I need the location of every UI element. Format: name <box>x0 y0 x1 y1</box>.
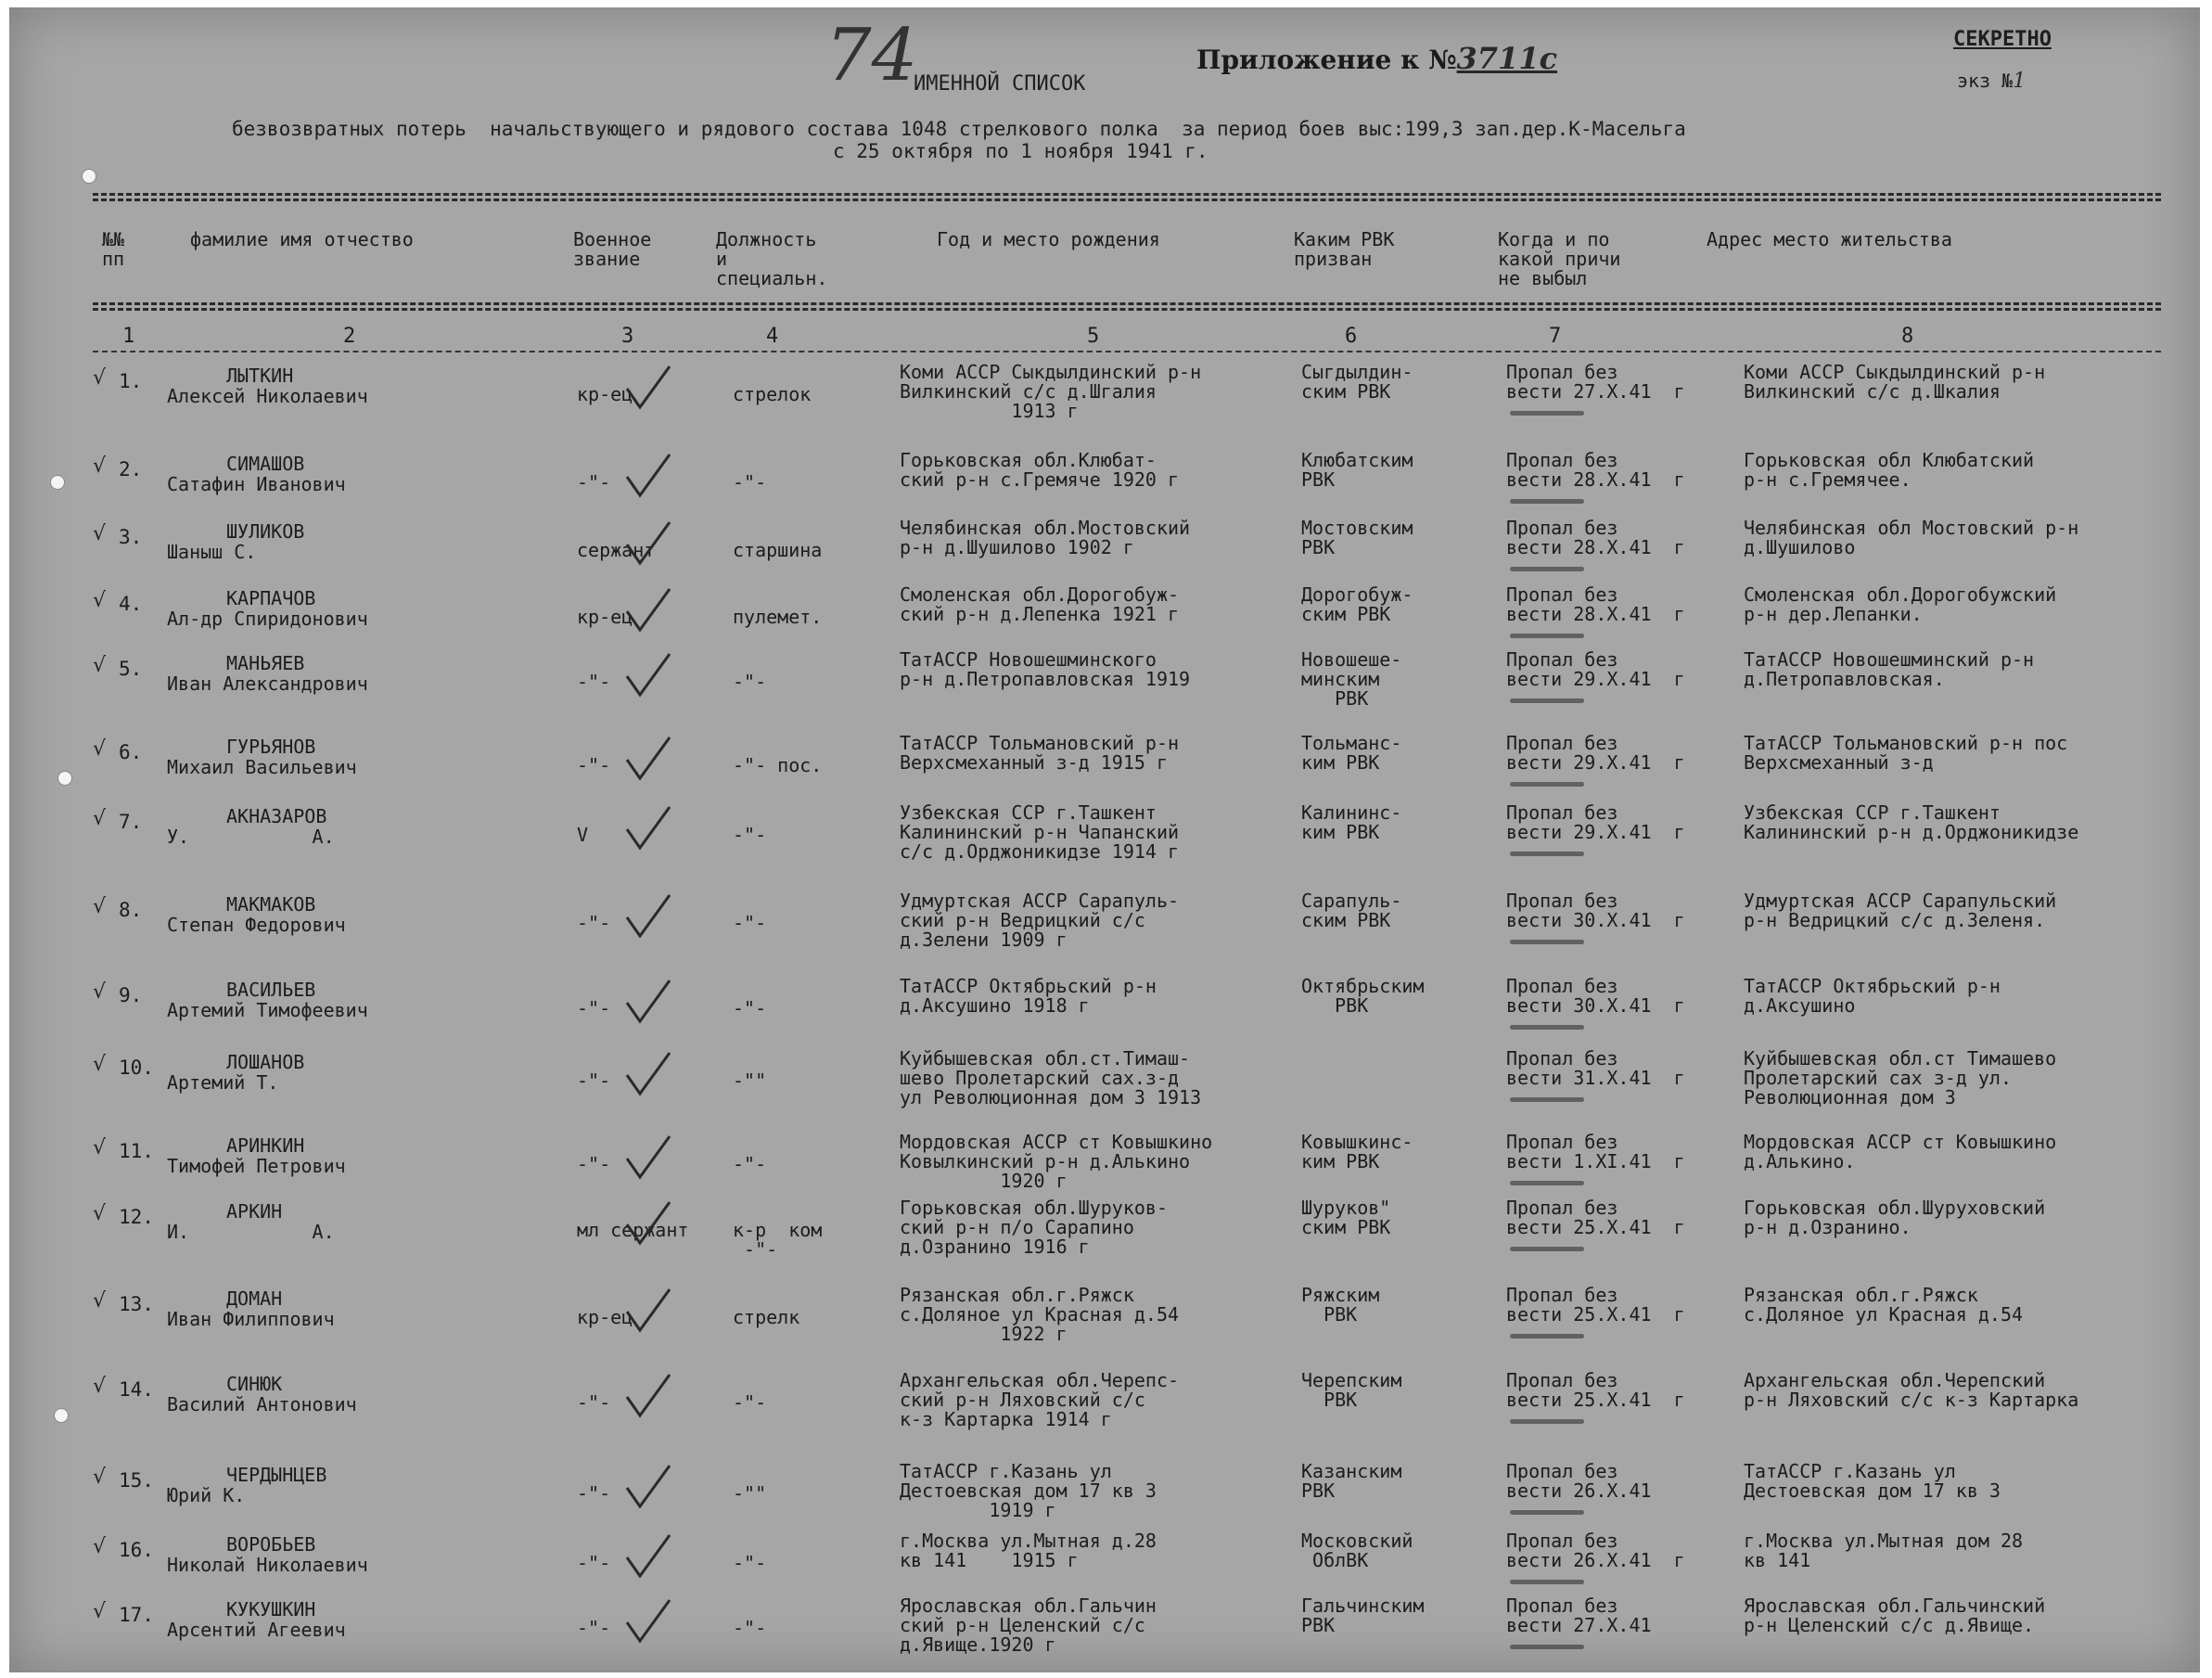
pencil-strike-icon <box>621 890 677 945</box>
pencil-strike-icon <box>621 1369 677 1425</box>
given-name: И. А. <box>167 1221 335 1243</box>
military-rank: -"- <box>577 671 611 693</box>
row-number: 3. <box>119 526 143 548</box>
military-rank: V <box>577 824 589 846</box>
surname: ВОРОБЬЕВ <box>226 1533 316 1556</box>
draft-office: Черепским РВК <box>1301 1369 1402 1411</box>
position: -"- <box>733 671 767 693</box>
pencil-strike-icon <box>621 1595 677 1650</box>
secret-stamp: СЕКРЕТНО <box>1953 28 2052 51</box>
pencil-underline <box>1510 1025 1584 1030</box>
loss-date-reason: Пропал без вести 28.Х.41 г <box>1506 583 1685 625</box>
surname: ЛОШАНОВ <box>226 1051 305 1073</box>
list-title: ИМЕННОЙ СПИСОК <box>914 72 1086 96</box>
draft-office: Шуруков" ским РВК <box>1301 1197 1391 1238</box>
surname: КАРПАЧОВ <box>226 587 316 609</box>
surname: АРКИН <box>226 1200 283 1223</box>
surname: МАНЬЯЕВ <box>226 652 305 674</box>
pencil-underline <box>1510 567 1584 571</box>
surname: МАКМАКОВ <box>226 893 316 916</box>
pencil-strike-icon <box>621 801 677 857</box>
punch-hole <box>82 169 96 184</box>
pencil-strike-icon <box>621 1197 677 1252</box>
check-mark-icon: √ <box>93 895 107 918</box>
column-header-6: Каким РВК призван <box>1294 228 1395 270</box>
loss-date-reason: Пропал без вести 25.Х.41 г <box>1506 1284 1685 1326</box>
loss-date-reason: Пропал без вести 28.Х.41 г <box>1506 517 1685 558</box>
birth-place-year: Горьковская обл.Клюбат- ский р-н с.Гремяче 1920 г <box>900 449 1180 491</box>
pencil-underline <box>1510 698 1584 703</box>
position: -"- <box>733 824 767 846</box>
loss-date-reason: Пропал без вести 1.ХI.41 г <box>1506 1131 1685 1172</box>
row-number: 8. <box>119 899 143 921</box>
pencil-strike-icon <box>621 648 677 704</box>
pencil-underline <box>1510 1181 1584 1185</box>
given-name: У. А. <box>167 826 335 848</box>
home-address: Архангельская обл.Черепский р-н Ляховский с/с к-з Картарка <box>1744 1369 2079 1411</box>
column-index-5: 5 <box>1087 325 1100 348</box>
home-address: Ярославская обл.Гальчинский р-н Целенский с/с д.Явище. <box>1744 1595 2046 1636</box>
loss-date-reason: Пропал без вести 30.Х.41 г <box>1506 975 1685 1017</box>
home-address: ТатАССР Новошешминский р-н д.Петропавловская. <box>1744 648 2035 690</box>
pencil-strike-icon <box>621 583 677 639</box>
given-name: Иван Александрович <box>167 672 368 695</box>
surname: ГУРЬЯНОВ <box>226 736 316 758</box>
copy-number-value: 1 <box>2013 70 2027 93</box>
birth-place-year: Смоленская обл.Дорогобуж- ский р-н д.Лепенка 1921 г <box>900 583 1180 625</box>
check-mark-icon: √ <box>93 1136 107 1159</box>
draft-office: Гальчинским РВК <box>1301 1595 1425 1636</box>
surname: СИМАШОВ <box>226 453 305 475</box>
pencil-underline <box>1510 1645 1584 1649</box>
surname: ДОМАН <box>226 1287 283 1310</box>
birth-place-year: ТатАССР Новошешминского р-н д.Петропавловская 1919 <box>900 648 1191 690</box>
pencil-strike-icon <box>621 1530 677 1585</box>
given-name: Алексей Николаевич <box>167 385 368 407</box>
document-sheet <box>9 7 2200 1672</box>
military-rank: -"- <box>577 997 611 1019</box>
home-address: ТатАССР Октябрьский р-н д.Аксушино <box>1744 975 2001 1017</box>
column-index-3: 3 <box>621 325 634 348</box>
loss-date-reason: Пропал без вести 27.Х.41 г <box>1506 361 1685 403</box>
loss-date-reason: Пропал без вести 26.Х.41 г <box>1506 1530 1685 1571</box>
birth-place-year: Ярославская обл.Гальчин ский р-н Целенский с/с д.Явище.1920 г <box>900 1595 1157 1656</box>
surname: КУКУШКИН <box>226 1598 316 1620</box>
surname: СИНЮК <box>226 1373 283 1395</box>
row-number: 11. <box>119 1140 154 1162</box>
home-address: ТатАССР Тольмановский р-н пос Верхсмеханный з-д <box>1744 732 2068 774</box>
pencil-underline <box>1510 852 1584 856</box>
appendix-label: Приложение к № <box>1196 45 1457 75</box>
pencil-underline <box>1510 499 1584 504</box>
draft-office: Казанским РВК <box>1301 1460 1402 1502</box>
column-header-2: фамилие имя отчество <box>190 228 414 250</box>
row-number: 17. <box>119 1604 154 1626</box>
subtitle-line-2: с 25 октября по 1 ноября 1941 г. <box>833 140 1208 162</box>
pencil-strike-icon <box>621 449 677 505</box>
header-rule-top-2 <box>93 199 2161 201</box>
home-address: Удмуртская АССР Сарапульский р-н Ведрицкий с/с д.Зеленя. <box>1744 890 2057 931</box>
pencil-underline <box>1510 782 1584 787</box>
surname: АКНАЗАРОВ <box>226 805 327 827</box>
check-mark-icon: √ <box>93 654 107 677</box>
surname: АРИНКИН <box>226 1134 305 1157</box>
surname: ВАСИЛЬЕВ <box>226 979 316 1001</box>
column-index-4: 4 <box>766 325 779 348</box>
military-rank: -"- <box>577 1153 611 1175</box>
check-mark-icon: √ <box>93 737 107 761</box>
home-address: г.Москва ул.Мытная дом 28 кв 141 <box>1744 1530 2024 1571</box>
pencil-strike-icon <box>621 975 677 1031</box>
home-address: Узбекская ССР г.Ташкент Калининский р-н д.Орджоникидзе <box>1744 801 2079 843</box>
column-index-1: 1 <box>122 325 135 348</box>
birth-place-year: Рязанская обл.г.Ряжск с.Доляное ул Красная д.54 1922 г <box>900 1284 1180 1345</box>
copy-label: экз № <box>1957 70 2014 92</box>
header-rule-mid-2 <box>93 308 2161 311</box>
loss-date-reason: Пропал без вести 27.Х.41 <box>1506 1595 1652 1636</box>
given-name: Михаил Васильевич <box>167 756 357 778</box>
loss-date-reason: Пропал без вести 28.Х.41 г <box>1506 449 1685 491</box>
punch-hole <box>50 475 65 490</box>
military-rank: кр-ец <box>577 383 633 405</box>
header-rule-bottom <box>93 351 2161 352</box>
column-header-4: Должность и специальн. <box>716 228 828 289</box>
draft-office: Мостовским РВК <box>1301 517 1413 558</box>
given-name: Степан Федорович <box>167 914 346 936</box>
loss-date-reason: Пропал без вести 29.Х.41 г <box>1506 801 1685 843</box>
home-address: Куйбышевская обл.ст Тимашево Пролетарский сах з-д ул. Революционная дом 3 <box>1744 1047 2057 1108</box>
pencil-underline <box>1510 634 1584 638</box>
military-rank: -"- <box>577 1617 611 1639</box>
birth-place-year: Коми АССР Сыкдылдинский р-н Вилкинский с/с д.Шгалия 1913 г <box>900 361 1202 422</box>
pencil-underline <box>1510 940 1584 944</box>
column-header-3: Военное звание <box>573 228 652 270</box>
pencil-underline <box>1510 1097 1584 1102</box>
pencil-underline <box>1510 1510 1584 1515</box>
pencil-underline <box>1510 1580 1584 1584</box>
row-number: 4. <box>119 593 143 615</box>
pencil-strike-icon <box>621 1284 677 1339</box>
punch-hole <box>54 1408 69 1423</box>
pencil-strike-icon <box>621 1047 677 1103</box>
column-index-2: 2 <box>343 325 356 348</box>
draft-office: Сыгдылдин- ским РВК <box>1301 361 1413 403</box>
pencil-underline <box>1510 411 1584 416</box>
position: -"- <box>733 1552 767 1574</box>
check-mark-icon: √ <box>93 807 107 830</box>
row-number: 7. <box>119 811 143 833</box>
draft-office: Сарапуль- ским РВК <box>1301 890 1402 931</box>
draft-office: Московский ОблВК <box>1301 1530 1413 1571</box>
home-address: ТатАССР г.Казань ул Дестоевская дом 17 кв 3 <box>1744 1460 2001 1502</box>
position: -"- <box>733 912 767 934</box>
copy-number <box>1957 70 2026 92</box>
position: стрелок <box>733 383 812 405</box>
military-rank: -"- <box>577 1552 611 1574</box>
row-number: 5. <box>119 658 143 680</box>
loss-date-reason: Пропал без вести 25.Х.41 г <box>1506 1369 1685 1411</box>
check-mark-icon: √ <box>93 1375 107 1398</box>
pencil-strike-icon <box>621 1131 677 1186</box>
pencil-strike-icon <box>621 361 677 416</box>
given-name: Артемий Тимофеевич <box>167 999 368 1021</box>
row-number: 16. <box>119 1539 154 1561</box>
military-rank: -"- <box>577 1391 611 1414</box>
loss-date-reason: Пропал без вести 31.Х.41 г <box>1506 1047 1685 1089</box>
check-mark-icon: √ <box>93 522 107 545</box>
pencil-underline <box>1510 1247 1584 1251</box>
check-mark-icon: √ <box>93 1466 107 1489</box>
birth-place-year: ТатАССР г.Казань ул Дестоевская дом 17 кв 3 1919 г <box>900 1460 1157 1521</box>
home-address: Горьковская обл.Шуруховский р-н д.Озранино. <box>1744 1197 2046 1238</box>
position: -"- <box>733 1617 767 1639</box>
home-address: Коми АССР Сыкдылдинский р-н Вилкинский с/с д.Шкалия <box>1744 361 2046 403</box>
subtitle-line-1: безвозвратных потерь начальствующего и рядового состава 1048 стрелкового полка за период боев выс:199,3 зап.дер.К-Масельга <box>232 118 1686 140</box>
surname: ЛЫТКИН <box>226 365 294 387</box>
header-rule-mid <box>93 302 2161 305</box>
column-index-8: 8 <box>1901 325 1914 348</box>
given-name: Артемий Т. <box>167 1071 279 1094</box>
draft-office: Октябрьским РВК <box>1301 975 1425 1017</box>
header-rule-top <box>93 193 2161 196</box>
position: старшина <box>733 539 823 561</box>
position: -"- <box>733 1391 767 1414</box>
birth-place-year: Удмуртская АССР Сарапуль- ский р-н Ведрицкий с/с д.Зелени 1909 г <box>900 890 1180 951</box>
check-mark-icon: √ <box>93 1289 107 1313</box>
draft-office: Ковышкинс- ким РВК <box>1301 1131 1413 1172</box>
check-mark-icon: √ <box>93 1535 107 1558</box>
loss-date-reason: Пропал без вести 30.Х.41 г <box>1506 890 1685 931</box>
birth-place-year: Горьковская обл.Шуруков- ский р-н п/о Сарапино д.Озранино 1916 г <box>900 1197 1168 1258</box>
row-number: 1. <box>119 370 143 392</box>
military-rank: -"- <box>577 471 611 493</box>
birth-place-year: Куйбышевская обл.ст.Тимаш- шево Пролетарский сах.з-д ул Революционная дом 3 1913 <box>900 1047 1202 1108</box>
column-header-8: Адрес место жительства <box>1707 228 1952 250</box>
check-mark-icon: √ <box>93 1053 107 1076</box>
given-name: Иван Филиппович <box>167 1308 335 1330</box>
draft-office: Новошеше- минским РВК <box>1301 648 1402 710</box>
given-name: Юрий К. <box>167 1484 246 1506</box>
military-rank: сержант <box>577 539 656 561</box>
position: -"" <box>733 1070 767 1092</box>
position: к-р ком -"- <box>733 1219 823 1261</box>
draft-office: Дорогобуж- ским РВК <box>1301 583 1413 625</box>
column-index-6: 6 <box>1345 325 1358 348</box>
row-number: 6. <box>119 741 143 763</box>
check-mark-icon: √ <box>93 366 107 390</box>
birth-place-year: ТатАССР Тольмановский р-н Верхсмеханный з-д 1915 г <box>900 732 1180 774</box>
row-number: 2. <box>119 458 143 480</box>
appendix-heading <box>1196 41 1557 76</box>
punch-hole <box>58 771 72 786</box>
position: -"- пос. <box>733 754 823 776</box>
birth-place-year: ТатАССР Октябрьский р-н д.Аксушино 1918 г <box>900 975 1157 1017</box>
handwritten-page-number: 74 <box>825 14 918 97</box>
row-number: 14. <box>119 1378 154 1401</box>
appendix-number: 3711с <box>1456 41 1558 76</box>
row-number: 13. <box>119 1293 154 1315</box>
home-address: Горьковская обл Клюбатский р-н с.Гремячее. <box>1744 449 2035 491</box>
given-name: Василий Антонович <box>167 1393 357 1415</box>
position: стрелк <box>733 1306 800 1328</box>
check-mark-icon: √ <box>93 455 107 478</box>
home-address: Смоленская обл.Дорогобужский р-н дер.Лепанки. <box>1744 583 2057 625</box>
pencil-underline <box>1510 1419 1584 1424</box>
given-name: Тимофей Петрович <box>167 1155 346 1177</box>
loss-date-reason: Пропал без вести 26.Х.41 <box>1506 1460 1652 1502</box>
given-name: Николай Николаевич <box>167 1554 368 1576</box>
birth-place-year: Мордовская АССР ст Ковышкино Ковылкинский р-н д.Алькино 1920 г <box>900 1131 1213 1192</box>
draft-office: Ряжским РВК <box>1301 1284 1380 1326</box>
given-name: Сатафин Иванович <box>167 473 346 495</box>
position: -"" <box>733 1482 767 1505</box>
pencil-strike-icon <box>621 517 677 572</box>
position: пулемет. <box>733 606 823 628</box>
birth-place-year: Архангельская обл.Черепс- ский р-н Ляховский с/с к-з Картарка 1914 г <box>900 1369 1180 1430</box>
row-number: 12. <box>119 1206 154 1228</box>
position: -"- <box>733 997 767 1019</box>
loss-date-reason: Пропал без вести 29.Х.41 г <box>1506 648 1685 690</box>
pencil-strike-icon <box>621 1460 677 1516</box>
military-rank: кр-ец <box>577 1306 633 1328</box>
position: -"- <box>733 1153 767 1175</box>
check-mark-icon: √ <box>93 1600 107 1623</box>
birth-place-year: г.Москва ул.Мытная д.28 кв 141 1915 г <box>900 1530 1157 1571</box>
military-rank: -"- <box>577 1070 611 1092</box>
draft-office: Клюбатским РВК <box>1301 449 1413 491</box>
column-header-5: Год и место рождения <box>937 228 1160 250</box>
military-rank: -"- <box>577 912 611 934</box>
surname: ШУЛИКОВ <box>226 520 305 543</box>
loss-date-reason: Пропал без вести 25.Х.41 г <box>1506 1197 1685 1238</box>
loss-date-reason: Пропал без вести 29.Х.41 г <box>1506 732 1685 774</box>
pencil-strike-icon <box>621 732 677 788</box>
military-rank: мл сержант <box>577 1219 689 1241</box>
given-name: Шаныш С. <box>167 541 257 563</box>
row-number: 10. <box>119 1057 154 1079</box>
position: -"- <box>733 471 767 493</box>
military-rank: -"- <box>577 754 611 776</box>
check-mark-icon: √ <box>93 1202 107 1225</box>
home-address: Челябинская обл Мостовский р-н д.Шушилово <box>1744 517 2079 558</box>
birth-place-year: Узбекская ССР г.Ташкент Калининский р-н Чапанский с/с д.Орджоникидзе 1914 г <box>900 801 1180 863</box>
column-header-1: №№ пп <box>102 228 125 270</box>
military-rank: -"- <box>577 1482 611 1505</box>
given-name: Ал-др Спиридонович <box>167 608 368 630</box>
home-address: Мордовская АССР ст Ковышкино д.Алькино. <box>1744 1131 2057 1172</box>
military-rank: кр-ец <box>577 606 633 628</box>
draft-office: Калининс- ким РВК <box>1301 801 1402 843</box>
home-address: Рязанская обл.г.Ряжск с.Доляное ул Красная д.54 <box>1744 1284 2024 1326</box>
check-mark-icon: √ <box>93 980 107 1004</box>
surname: ЧЕРДЫНЦЕВ <box>226 1464 327 1486</box>
pencil-underline <box>1510 1334 1584 1339</box>
row-number: 15. <box>119 1469 154 1492</box>
column-index-7: 7 <box>1549 325 1562 348</box>
check-mark-icon: √ <box>93 589 107 612</box>
column-header-7: Когда и по какой причи не выбыл <box>1498 228 1621 289</box>
birth-place-year: Челябинская обл.Мостовский р-н д.Шушилово 1902 г <box>900 517 1191 558</box>
row-number: 9. <box>119 984 143 1006</box>
draft-office: Тольманс- ким РВК <box>1301 732 1402 774</box>
given-name: Арсентий Агеевич <box>167 1619 346 1641</box>
